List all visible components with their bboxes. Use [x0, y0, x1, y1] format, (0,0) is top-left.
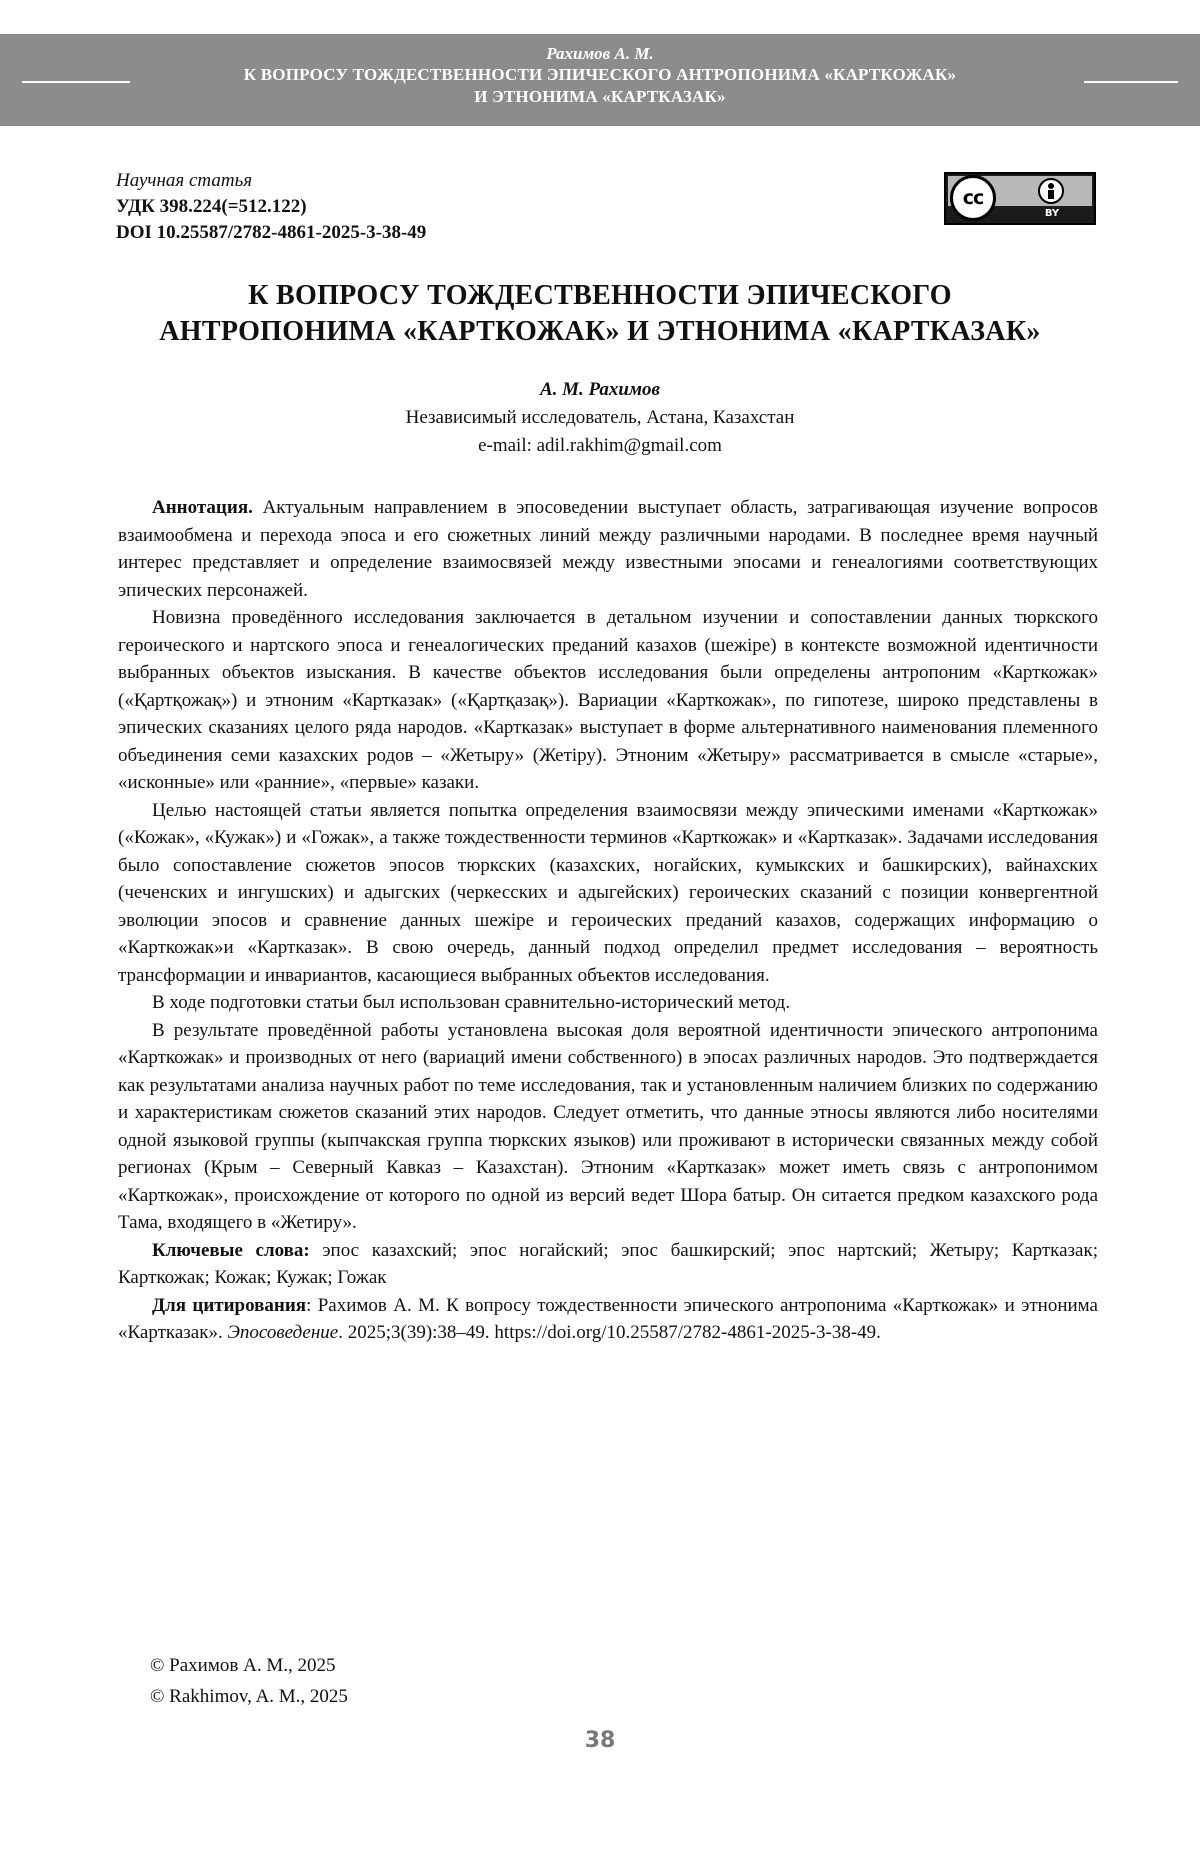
header-rule-right [1084, 81, 1178, 83]
keywords-label: Ключевые слова: [152, 1239, 310, 1261]
doi: DOI 10.25587/2782-4861-2025-3-38-49 [116, 222, 427, 243]
abstract [118, 494, 1098, 1347]
abstract-paragraph: Новизна проведённого исследования заключается в детальном изучении и сопоставлении данных тюркского героического и нартского эпоса и генеалогических преданий казахов (шежіре) в контексте возможной идентичности выбранных объектов изыскания. В качестве объектов исследования были определены антропоним «Карткожак» («Қартқожақ») и этноним «Картказак» («Қартқазақ»). Вариации «Карткожак», по гипотезе, широко представлены в эпических сказаниях целого ряда народов. «Картказак» выступает в форме альтернативного наименования племенного объединения семи казахских родов – «Жетыру» (Жетіру). Этноним «Жетыру» рассматривается в смысле «старые», «исконные» или «ранние», «первые» казаки. [118, 607, 1098, 793]
abstract-paragraph: В ходе подготовки статьи был использован сравнительно-исторический метод. [152, 992, 791, 1013]
copyright-en: © Rakhimov, A. M., 2025 [150, 1686, 348, 1707]
by-label: BY [1044, 208, 1060, 219]
citation-text: : Рахимов А. М. К вопросу тождественности эпического антропонима «Карткожак» и этнонима «Картказак». [118, 1294, 1098, 1343]
running-header-title-line2: И ЭТНОНИМА «КАРТКАЗАК» [474, 87, 726, 106]
header-rule-left [22, 81, 130, 83]
author-name: А. М. Рахимов [539, 379, 661, 400]
cc-icon: cc [950, 175, 996, 221]
author-email: e-mail: adil.rakhim@gmail.com [478, 435, 722, 456]
running-header [0, 34, 1200, 126]
author-block [100, 376, 1100, 460]
article-title [100, 278, 1100, 350]
citation-text-end[interactable]: . 2025;3(39):38–49. https://doi.org/10.25587/2782-4861-2025-3-38-49. [338, 1322, 881, 1343]
copyright-ru: © Рахимов А. М., 2025 [150, 1655, 336, 1676]
running-header-title-line1: К ВОПРОСУ ТОЖДЕСТВЕННОСТИ ЭПИЧЕСКОГО АНТРОПОНИМА «КАРТКОЖАК» [243, 65, 957, 84]
journal-name: Эпосоведение [227, 1322, 339, 1343]
keywords-text: эпос казахский; эпос ногайский; эпос башкирский; эпос нартский; Жетыру; Картказак; Карткожак; Кожак; Кужак; Гожак [118, 1239, 1099, 1288]
abstract-label: Аннотация. [152, 497, 253, 518]
keywords [118, 1237, 1098, 1292]
citation [118, 1292, 1098, 1347]
page-number: 38 [584, 1728, 616, 1753]
udk-code: УДК 398.224(=512.122) [116, 196, 307, 217]
cc-by-icon[interactable] [944, 172, 1096, 225]
author-affiliation: Независимый исследователь, Астана, Казахстан [405, 407, 795, 428]
citation-label: Для цитирования [152, 1294, 307, 1316]
attribution-person-icon [1038, 178, 1064, 204]
running-header-author: Рахимов А. М. [546, 44, 654, 63]
article-title-line1: К ВОПРОСУ ТОЖДЕСТВЕННОСТИ ЭПИЧЕСКОГО [248, 280, 952, 311]
abstract-text: Актуальным направлением в эпосоведении выступает область, затрагивающая изучение вопросов взаимообмена и перехода эпоса и его сюжетных линий между различными народами. В последнее время научный интерес представляет и определение взаимосвязей между известными эпосами и генеалогиями соответствующих эпических персонажей. [118, 497, 1098, 601]
abstract-paragraph: В результате проведённой работы установлена высокая доля вероятной идентичности эпического антропонима «Карткожак» и производных от него (вариаций имени собственного) в эпосах различных народов. Это подтверждается как результатами анализа научных работ по теме исследования, так и установленным наличием близких по содержанию и характеристикам сюжетов сказаний этих народов. Следует отметить, что данные этносы являются либо носителями одной языковой группы (кыпчакская группа тюркских языков) или проживают в исторически связанных между собой регионах (Крым – Северный Кавказ – Казахстан). Этноним «Картказак» может иметь связь с антропонимом «Карткожак», происхождение от которого по одной из версий ведет Шора батыр. Он ситается предком казахского рода Тама, входящего в «Жетиру». [118, 1019, 1098, 1233]
abstract-paragraph: Целью настоящей статьи является попытка определения взаимосвязи между эпическими именами «Карткожак» («Кожак», «Кужак») и «Гожак», а также тождественности терминов «Карткожак» и «Картказак». Задачами исследования было сопоставление сюжетов эпосов тюркских (казахских, ногайских, кумыкских и башкирских), вайнахских (чеченских и ингушских) и адыгских (черкесских и адыгейских) героических сказаний с позиции конвергентной эволюции эпосов и сравнение данных шежіре и героических преданий казахов, содержащих информацию о «Карткожак»и «Картказак». В свою очередь, данный подход определил предмет исследования – вероятность трансформации и инвариантов, касающиеся выбранных объектов исследования. [118, 799, 1098, 986]
article-type: Научная статья [116, 170, 253, 191]
abstract-paragraph [118, 494, 1098, 604]
article-title-line2: АНТРОПОНИМА «КАРТКОЖАК» И ЭТНОНИМА «КАРТКАЗАК» [159, 316, 1041, 347]
copyright [150, 1650, 348, 1712]
article-meta [116, 168, 426, 246]
